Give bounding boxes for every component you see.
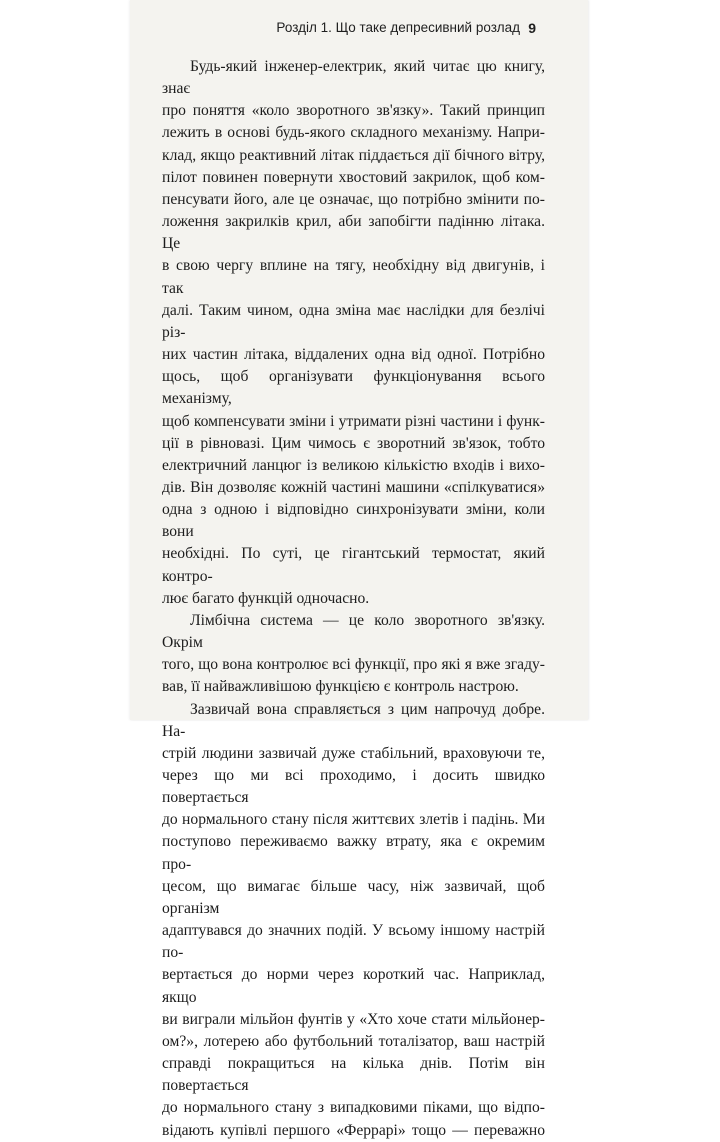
text-line: того, що вона контролює всі функції, про які я вже згаду- — [162, 656, 545, 674]
text-line: до нормального стану з випадковими піками, що відпо- — [162, 1099, 545, 1117]
text-line: цесом, що вимагає більше часу, ніж зазвичай, щоб організм — [162, 877, 545, 917]
text-line: далі. Таким чином, одна зміна має наслідки для безлічі різ- — [162, 301, 545, 341]
text-line: необхідні. По суті, це гігантський термостат, який контро- — [162, 545, 545, 585]
text-line: пілот повинен повернути хвостовий закрилок, щоб ком- — [162, 168, 545, 186]
text-line: Зазвичай вона справляється з цим напрочуд добре. На- — [162, 700, 545, 740]
text-line: відають купівлі першого «Феррарі» тощо — переважно — [162, 1121, 545, 1139]
text-line: адаптувався до значних подій. У всьому іншому настрій по- — [162, 922, 545, 962]
text-line: вав, її найважливішою функцією є контроль настрою. — [162, 678, 519, 696]
text-line: ви виграли мільйон фунтів у «Хто хоче стати мільйонер- — [162, 1010, 545, 1028]
text-line: ложення закрилків крил, аби запобігти падінню літака. Це — [162, 213, 545, 253]
text-line: Будь-який інженер-електрик, який читає цю книгу, знає — [162, 58, 545, 98]
text-line: дів. Він дозволяє кожній частині машини «спілкуватися» — [162, 478, 545, 496]
text-line: щоб компенсувати зміни і утримати різні частини і функ- — [162, 412, 545, 430]
text-line: справді покращиться на кілька днів. Потім він повертається — [162, 1055, 545, 1095]
text-line: в свою чергу вплине на тягу, необхідну від двигунів, і так — [162, 257, 545, 297]
text-line: лює багато функцій одночасно. — [162, 589, 370, 607]
running-header — [130, 20, 588, 42]
text-line: них частин літака, віддалених одна від одної. Потрібно — [162, 346, 545, 364]
chapter-title: Розділ 1. Що таке депресивний розлад — [276, 20, 520, 35]
text-line: вертається до норми через короткий час. Наприклад, якщо — [162, 966, 545, 1006]
text-line: пенсувати його, але це означає, що потрібно змінити по- — [162, 190, 545, 208]
body-text — [162, 56, 545, 1142]
text-line: одна з одною і відповідно синхронізувати зміни, коли вони — [162, 501, 545, 541]
paragraph — [162, 610, 545, 699]
text-line: Лімбічна система — це коло зворотного зв'язку. Окрім — [162, 611, 545, 652]
text-line: через що ми всі проходимо, і досить швидко повертається — [162, 767, 545, 807]
text-line: стрій людини зазвичай дуже стабільний, враховуючи те, — [162, 744, 545, 762]
text-line: лежить в основі будь-якого складного механізму. Напри- — [162, 124, 545, 142]
text-line: про поняття «коло зворотного зв'язку». Такий принцип — [162, 102, 545, 120]
page-number: 9 — [528, 20, 536, 36]
text-line: поступово переживаємо важку втрату, яка є окремим про- — [162, 833, 545, 873]
text-line: електричний ланцюг із великою кількістю входів і вихо- — [162, 456, 545, 474]
paragraph — [162, 699, 545, 1142]
text-line: клад, якщо реактивний літак піддається дії бічного вітру, — [162, 146, 545, 164]
text-line: до нормального стану після життєвих злетів і падінь. Ми — [162, 811, 545, 829]
text-line: щось, щоб організувати функціонування всього механізму, — [162, 368, 545, 408]
book-page — [130, 0, 588, 1139]
text-line: ції в рівновазі. Цим чимось є зворотний зв'язок, тобто — [162, 434, 545, 452]
paragraph — [162, 56, 545, 610]
text-line: ом?», лотерею або футбольний тоталізатор, ваш настрій — [162, 1032, 545, 1050]
